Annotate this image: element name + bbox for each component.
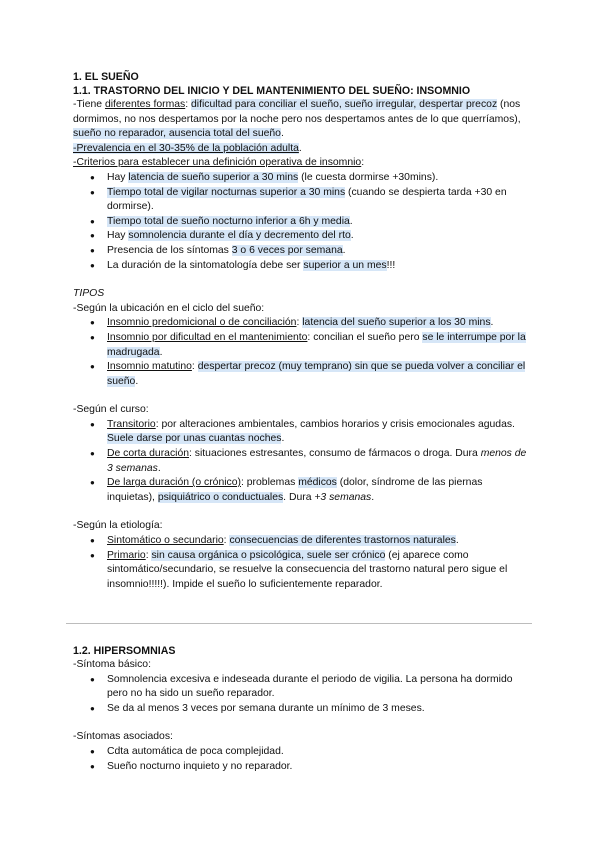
list-item: ● Insomnio por dificultad en el mantenimiento: concilian el sueño pero se le interrumpe por la madrugada. (107, 331, 533, 360)
list-item: ● Insomnio predomicional o de conciliación: latencia del sueño superior a los 30 mins. (107, 316, 533, 331)
etiologia-heading: -Según la etiología: (73, 520, 163, 532)
list-item: ● Sueño nocturno inquieto y no reparador. (107, 760, 533, 775)
list-item: ● Tiempo total de sueño nocturno inferior a 6h y media. (107, 215, 533, 230)
asociados-list (73, 745, 533, 774)
paragraph-formas: -Tiene diferentes formas: dificultad para conciliar el sueño, sueño irregular, despertar precoz (nos dormimos, no nos despertamos por la noche pero nos despertamos antes de lo que querríamos), sueño no reparador, ausencia total del sueño. (73, 99, 521, 140)
horizontal-divider (66, 623, 532, 624)
list-item: ● Primario: sin causa orgánica o psicológica, suele ser crónico (ej aparece como sintomático/secundario, se resuelve la consecuencia del trastorno natural pero sigue el insomnio!!!!!). Impide el sueño lo suficientemente reparador. (107, 549, 533, 593)
list-item: ● De larga duración (o crónico): problemas médicos (dolor, síndrome de las piernas inquietas), psiquiátrico o conductuales. Dura +3 semanas. (107, 476, 533, 505)
criteria-list (73, 171, 533, 273)
paragraph-criterios: -Criterios para establecer una definición operativa de insomnio: (73, 157, 365, 169)
list-item: ● Cdta automática de poca complejidad. (107, 745, 533, 760)
ubicacion-heading: -Según la ubicación en el ciclo del sueño: (73, 302, 265, 314)
list-item: ● Hay latencia de sueño superior a 30 mins (le cuesta dormirse +30mins). (107, 171, 533, 186)
subsection-title: 1.2. HIPERSOMNIAS (73, 645, 176, 657)
basico-list (73, 673, 533, 717)
curso-heading: -Según el curso: (73, 404, 149, 416)
list-item: ● De corta duración: situaciones estresantes, consumo de fármacos o droga. Dura menos de 3 semanas. (107, 447, 533, 476)
list-item: ● Sintomático o secundario: consecuencias de diferentes trastornos naturales. (107, 534, 533, 549)
curso-list (73, 418, 533, 506)
list-item: ● Transitorio: por alteraciones ambientales, cambios horarios y crisis emocionales agudas. Suele darse por unas cuantas noches. (107, 418, 533, 447)
section-insomnio (73, 70, 533, 592)
list-item: ● Presencia de los síntomas 3 o 6 veces por semana. (107, 244, 533, 259)
section-hipersomnias (73, 644, 533, 774)
etiologia-list (73, 534, 533, 592)
basico-heading: -Síntoma básico: (73, 659, 151, 670)
list-item: ● Somnolencia excesiva e indeseada durante el periodo de vigilia. La persona ha dormido pero no ha sido un sueño reparador. (107, 673, 533, 702)
subsection-title: 1.1. TRASTORNO DEL INICIO Y DEL MANTENIMIENTO DEL SUEÑO: INSOMNIO (73, 85, 471, 97)
ubicacion-list (73, 316, 533, 389)
paragraph-prevalencia: -Prevalencia en el 30-35% de la población adulta. (73, 142, 302, 154)
list-item: ● Insomnio matutino: despertar precoz (muy temprano) sin que se pueda volver a conciliar el sueño. (107, 360, 533, 389)
asociados-heading: -Síntomas asociados: (73, 731, 173, 743)
tipos-heading: TIPOS (73, 288, 105, 300)
list-item: ● Se da al menos 3 veces por semana durante un mínimo de 3 meses. (107, 702, 533, 717)
list-item: ● Tiempo total de vigilar nocturnas superior a 30 mins (cuando se despierta tarda +30 en dormirse). (107, 186, 533, 215)
section-title: 1. EL SUEÑO (73, 71, 139, 83)
list-item: ● Hay somnolencia durante el día y decremento del rto. (107, 229, 533, 244)
list-item: ● La duración de la sintomatología debe ser superior a un mes!!! (107, 259, 533, 274)
